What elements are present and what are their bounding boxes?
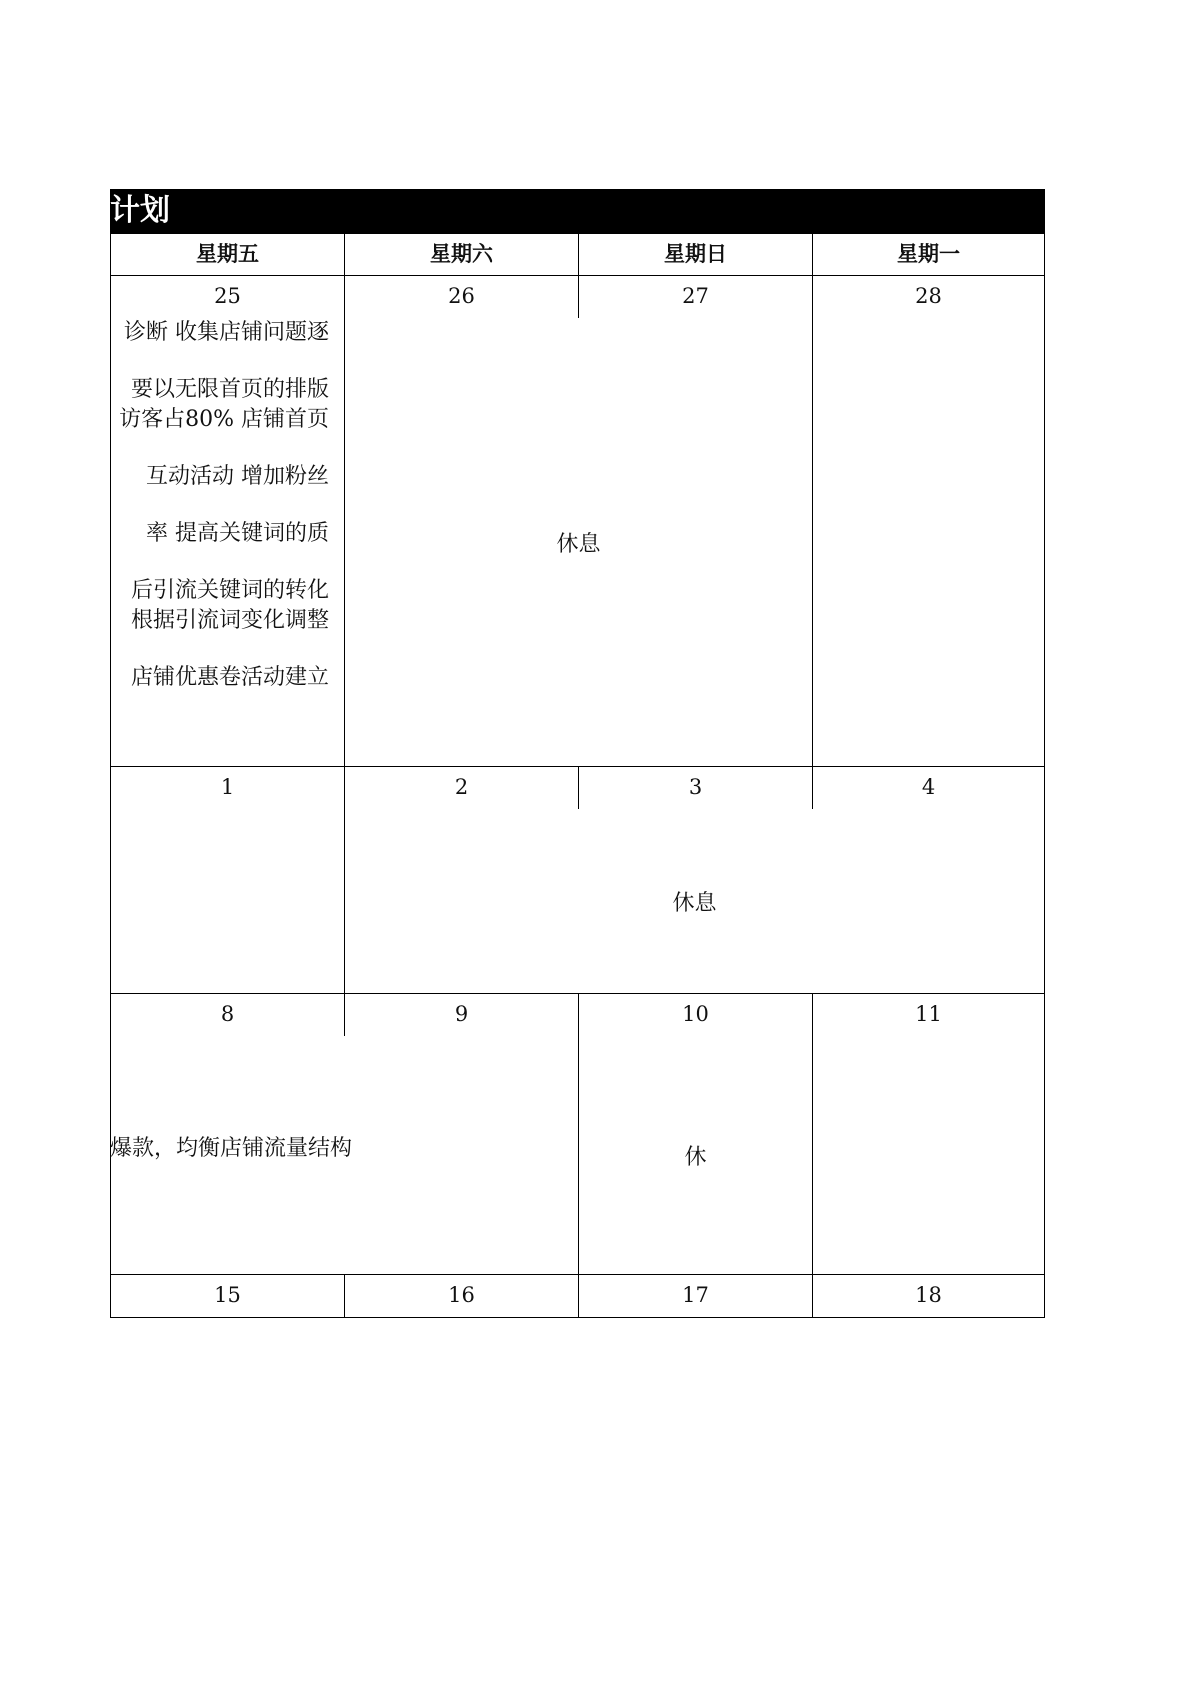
plan-title-bar bbox=[110, 189, 1045, 233]
date-cell-w3-mon: 11 bbox=[812, 993, 1045, 1037]
date-cell-w1-fri: 25 bbox=[110, 275, 345, 319]
date-cell-w4-mon: 18 bbox=[812, 1274, 1045, 1318]
task-line-4: 互动活动 增加粉丝 bbox=[146, 464, 329, 489]
date-cell-w1-sat: 26 bbox=[344, 275, 579, 319]
task-cell-w2-fri bbox=[110, 809, 345, 994]
rest-label-w2: 休息 bbox=[672, 890, 717, 916]
date-cell-w2-mon: 4 bbox=[812, 766, 1045, 810]
date-cell-w4-sun: 17 bbox=[578, 1274, 813, 1318]
date-cell-w1-mon: 28 bbox=[812, 275, 1045, 319]
date-cell-w4-fri: 15 bbox=[110, 1274, 345, 1318]
task-cell-w3-mon bbox=[812, 1036, 1045, 1275]
date-cell-w4-sat: 16 bbox=[344, 1274, 579, 1318]
rest-cell-w3 bbox=[578, 1036, 813, 1275]
task-line-7: 根据引流词变化调整 bbox=[130, 608, 329, 633]
task-line-5: 率 提高关键词的质 bbox=[146, 521, 329, 546]
task-text-w3-clip bbox=[110, 1036, 578, 1274]
date-cell-w3-sat: 9 bbox=[344, 993, 579, 1037]
task-text-w3: 爆款，均衡店铺流量结构 bbox=[110, 1136, 353, 1161]
task-line-1: 诊断 收集店铺问题逐 bbox=[124, 320, 329, 345]
rest-cell-w1 bbox=[344, 318, 813, 767]
header-monday: 星期一 bbox=[812, 233, 1045, 276]
date-cell-w3-fri: 8 bbox=[110, 993, 345, 1037]
date-cell-w2-fri: 1 bbox=[110, 766, 345, 810]
rest-label-w1: 休息 bbox=[556, 531, 601, 557]
date-cell-w1-sun: 27 bbox=[578, 275, 813, 319]
date-cell-w2-sun: 3 bbox=[578, 766, 813, 810]
task-line-2: 要以无限首页的排版 bbox=[130, 377, 329, 402]
task-cell-w1-mon bbox=[812, 318, 1045, 767]
plan-title: 计划 bbox=[110, 193, 170, 228]
task-line-3: 访客占80% 店铺首页 bbox=[119, 407, 329, 432]
header-saturday: 星期六 bbox=[344, 233, 579, 276]
rest-cell-w2 bbox=[344, 809, 1045, 994]
task-text-w1-fri bbox=[110, 318, 344, 766]
date-cell-w3-sun: 10 bbox=[578, 993, 813, 1037]
task-line-8: 店铺优惠卷活动建立 bbox=[130, 665, 329, 690]
task-line-6: 后引流关键词的转化 bbox=[130, 578, 329, 603]
rest-label-w3: 休 bbox=[684, 1144, 707, 1170]
header-sunday: 星期日 bbox=[578, 233, 813, 276]
date-cell-w2-sat: 2 bbox=[344, 766, 579, 810]
header-friday: 星期五 bbox=[110, 233, 345, 276]
